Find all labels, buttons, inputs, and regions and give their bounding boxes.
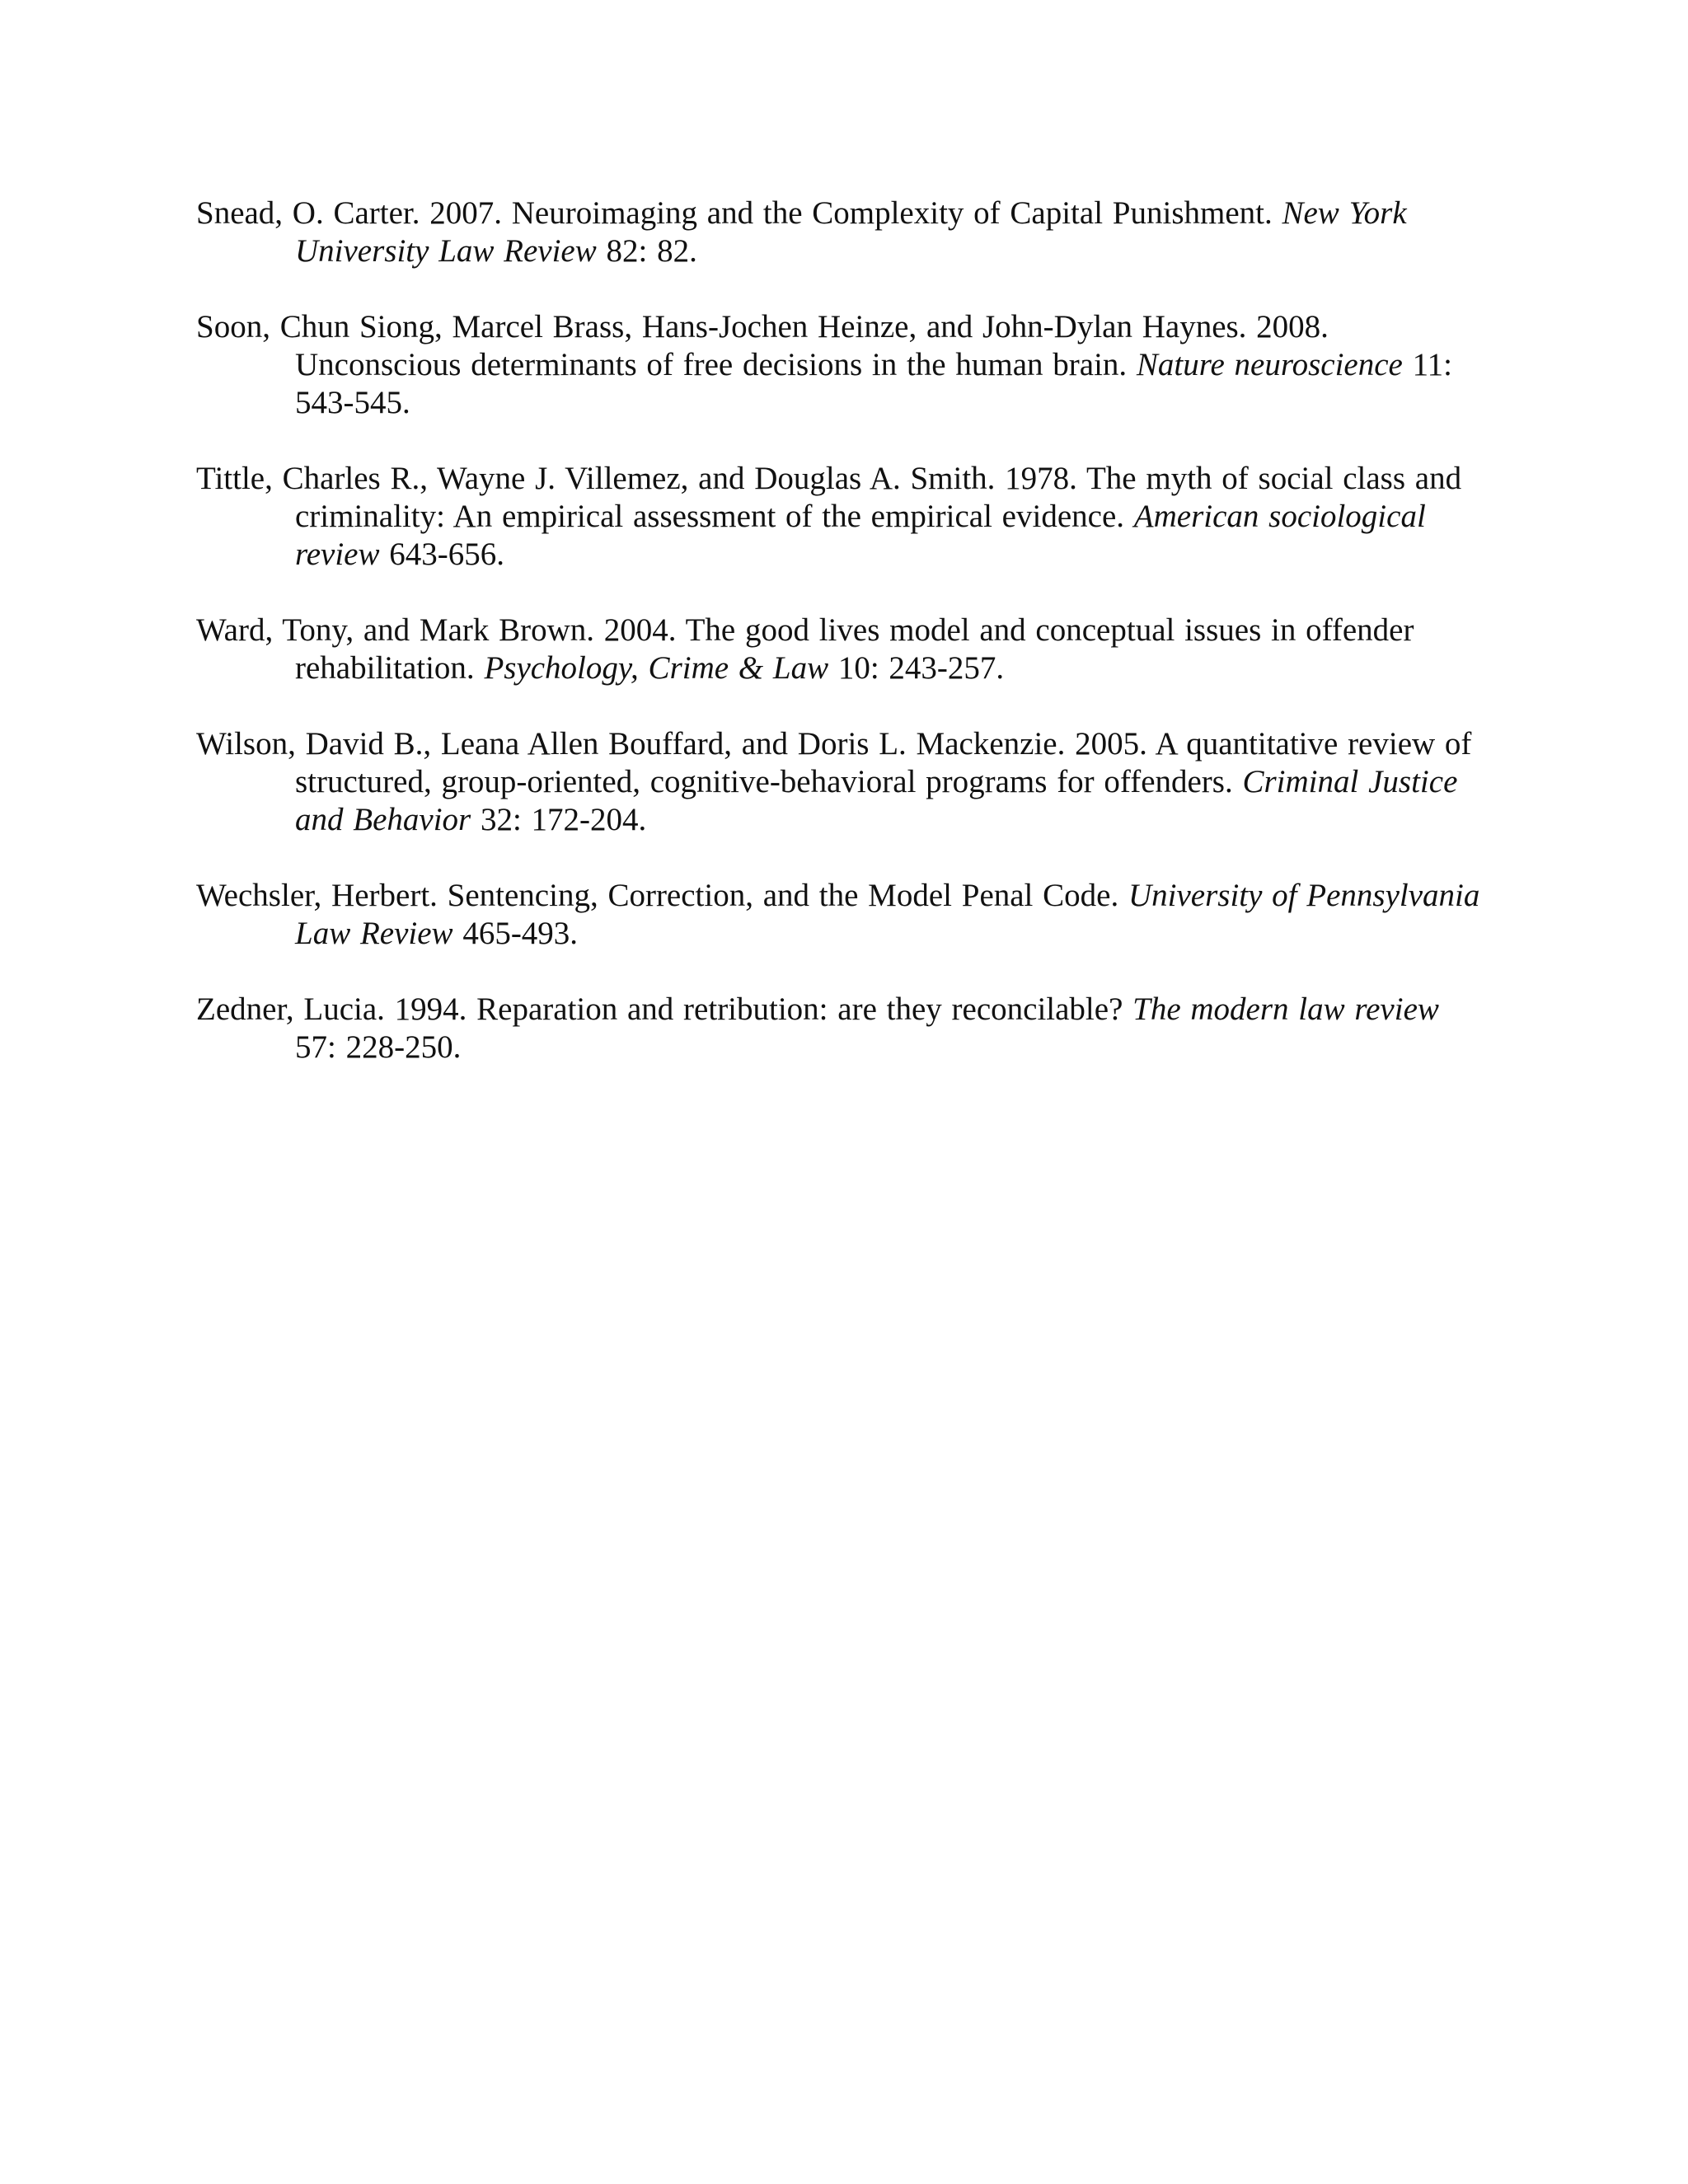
reference-volume-pages: 82: 82. [596,233,697,269]
reference-volume-pages: 11: 543-545. [295,347,1452,420]
reference-volume-pages: 32: 172-204. [471,802,647,837]
reference-snead-2007 [196,194,1482,270]
journal-title: University of Pennsylvania Law Review [295,878,1480,951]
reference-text: Wilson, David B., Leana Allen Bouffard, and Doris L. Mackenzie. 2005. A quantitative review of structured, group-oriented, cognitive-behavioral programs for offenders. [196,726,1472,799]
reference-text: Snead, O. Carter. 2007. Neuroimaging and the Complexity of Capital Punishment. [196,195,1282,231]
reference-wilson-2005 [196,725,1482,839]
reference-volume-pages: 57: 228-250. [295,1029,462,1065]
reference-ward-2004 [196,612,1482,687]
journal-title: American sociological review [295,499,1426,572]
journal-title: Nature neuroscience [1136,347,1403,382]
reference-volume-pages: 10: 243-257. [828,650,1005,686]
reference-list [196,194,1482,1104]
reference-text: Tittle, Charles R., Wayne J. Villemez, and Douglas A. Smith. 1978. The myth of social class and criminality: An empirical assessment of the empirical evidence. [196,461,1462,534]
reference-text: Wechsler, Herbert. Sentencing, Correction, and the Model Penal Code. [196,878,1128,913]
reference-tittle-1978 [196,460,1482,574]
reference-volume-pages: 643-656. [379,537,505,572]
reference-volume-pages: 465-493. [452,916,579,951]
reference-wechsler [196,877,1482,953]
journal-title: The modern law review [1132,991,1439,1027]
reference-text: Zedner, Lucia. 1994. Reparation and retribution: are they reconcilable? [196,991,1133,1027]
journal-title: Psychology, Crime & Law [484,650,829,686]
reference-text: Soon, Chun Siong, Marcel Brass, Hans-Jochen Heinze, and John-Dylan Haynes. 2008. Unconscious determinants of free decisions in the human brain. [196,309,1329,382]
journal-title: New York University Law Review [295,195,1407,269]
reference-text: Ward, Tony, and Mark Brown. 2004. The good lives model and conceptual issues in offender rehabilitation. [196,612,1414,686]
reference-zedner-1994 [196,991,1482,1066]
reference-soon-2008 [196,308,1482,422]
journal-title: Criminal Justice and Behavior [295,764,1458,837]
